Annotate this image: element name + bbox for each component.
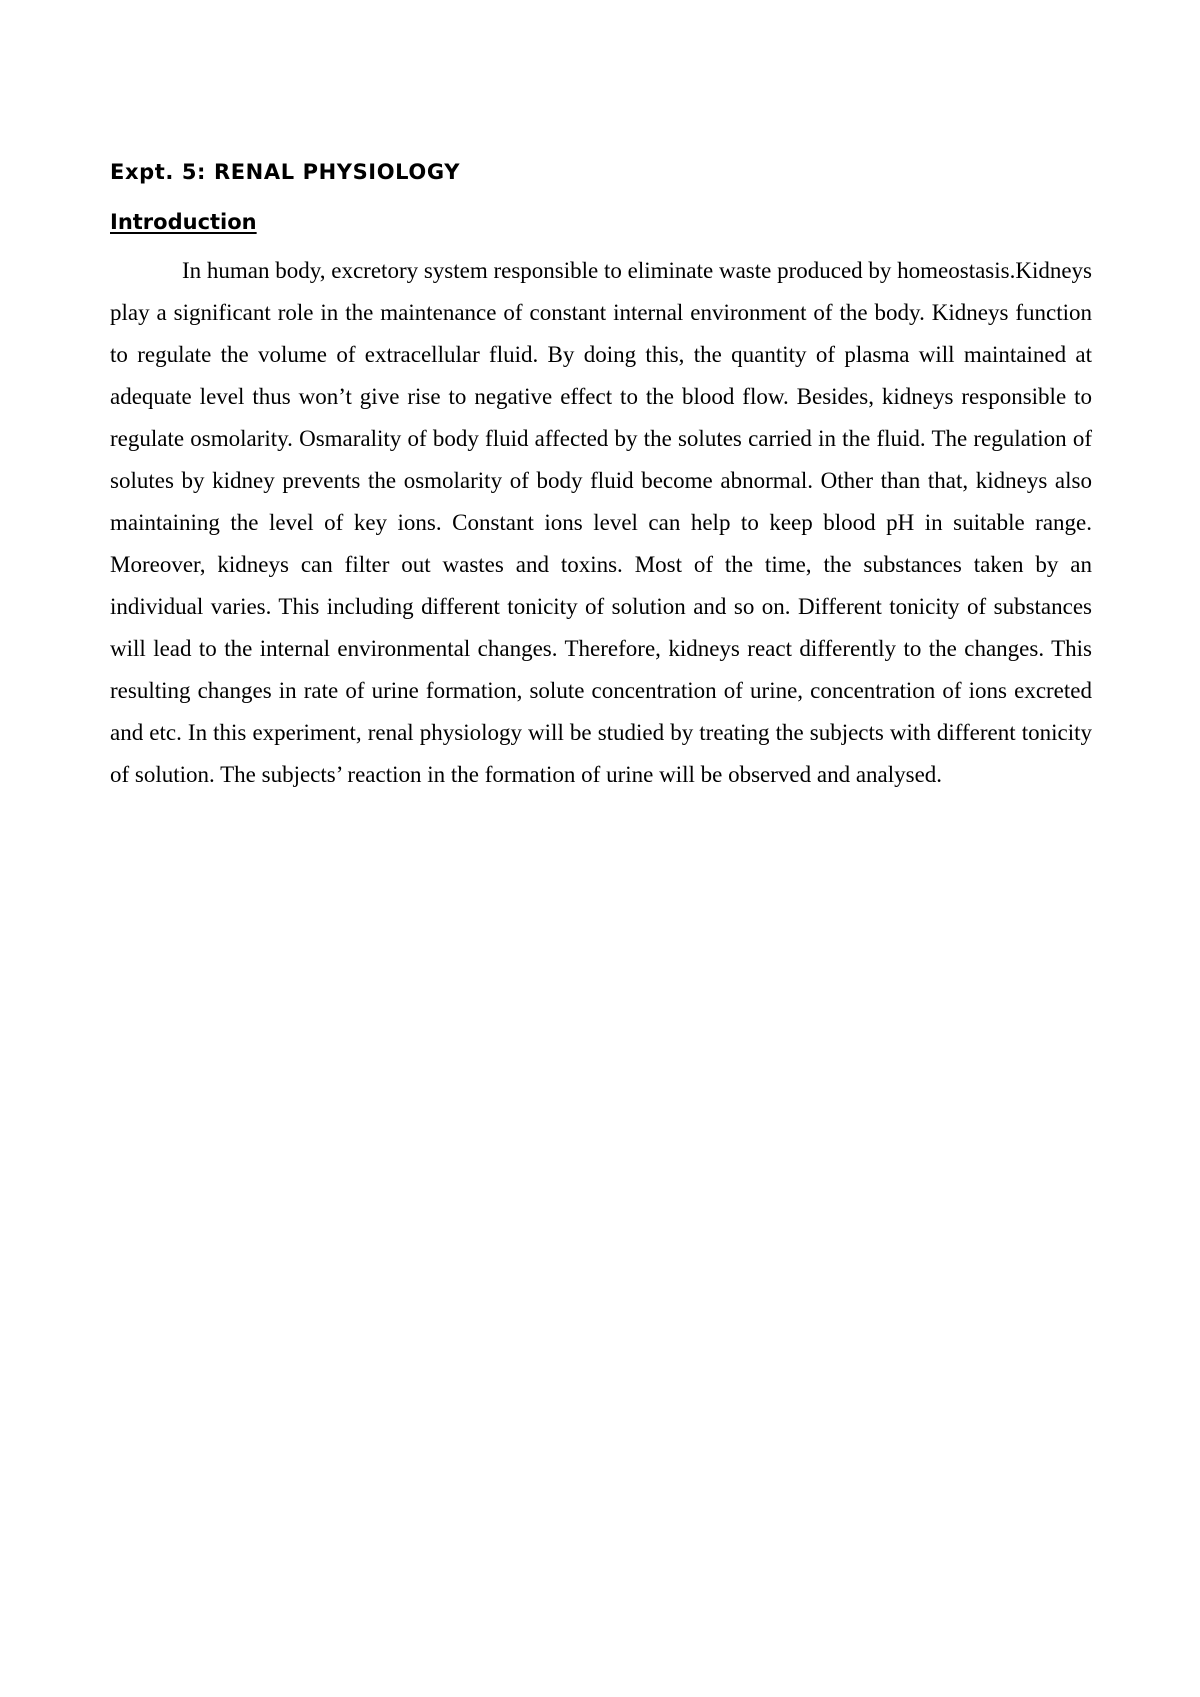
document-title: Expt. 5: RENAL PHYSIOLOGY	[110, 160, 461, 184]
page-content	[110, 148, 1092, 796]
introduction-paragraph: In human body, excretory system responsible to eliminate waste produced by homeostasis.Kidneys play a significant role in the maintenance of constant internal environment of the body. Kidneys function to regulate the volume of extracellular fluid. By doing this, the quantity of plasma will maintained at adequate level thus won’t give rise to negative effect to the blood flow. Besides, kidneys responsible to regulate osmolarity. Osmarality of body fluid affected by the solutes carried in the fluid. The regulation of solutes by kidney prevents the osmolarity of body fluid become abnormal. Other than that, kidneys also maintaining the level of key ions. Constant ions level can help to keep blood pH in suitable range. Moreover, kidneys can filter out wastes and toxins. Most of the time, the substances taken by an individual varies. This including different tonicity of solution and so on. Different tonicity of substances will lead to the internal environmental changes. Therefore, kidneys react differently to the changes. This resulting changes in rate of urine formation, solute concentration of urine, concentration of ions excreted and etc. In this experiment, renal physiology will be studied by treating the subjects with different tonicity of solution. The subjects’ reaction in the formation of urine will be observed and analysed.	[110, 258, 1093, 787]
section-heading-introduction: Introduction	[110, 210, 257, 234]
